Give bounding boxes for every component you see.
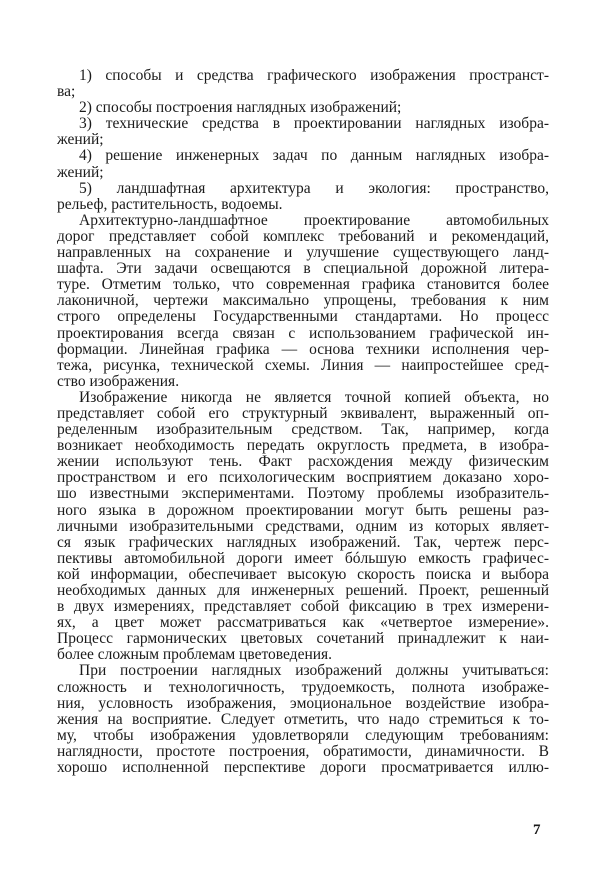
- text-line: шо известными экспериментами. Поэтому проблемы изобразитель-: [57, 485, 549, 503]
- text-line: представляет собой его структурный эквивалент, выраженный оп-: [57, 404, 549, 422]
- text-line: жений;: [57, 131, 104, 149]
- text-line: лаконичной, чертежи максимально упрощены, требования к ним: [57, 292, 549, 310]
- text-line: пективы автомобильной дороги имеет бóльшую емкость графичес-: [57, 549, 549, 567]
- text-line: ределенным изобразительным средством. Так, например, когда: [57, 421, 549, 439]
- text-line: Процесс гармонических цветовых сочетаний принадлежит к наи-: [57, 630, 549, 648]
- text-line: строго определены Государственными стандартами. Но процесс: [57, 308, 549, 326]
- text-line: 3) технические средства в проектировании наглядных изобра-: [79, 115, 549, 133]
- text-line: жения на восприятие. Следует отметить, что надо стремиться к то-: [57, 710, 549, 728]
- text-line: кой информации, обеспечивает высокую скорость поиска и выбора: [57, 565, 549, 583]
- text-line: Изображение никогда не является точной копией объекта, но: [79, 388, 549, 406]
- text-line: При построении наглядных изображений должны учитываться:: [79, 662, 549, 680]
- page-number: 7: [533, 822, 541, 838]
- text-line: 4) решение инженерных задач по данным наглядных изобра-: [79, 147, 549, 165]
- page-body-text: [57, 68, 549, 776]
- text-line: ва;: [57, 83, 76, 101]
- text-line: необходимых данных для инженерных решений. Проект, решенный: [57, 582, 549, 599]
- text-line: жении используют тень. Факт расхождения между физическим: [57, 453, 549, 471]
- text-line: ного языка в дорожном проектировании могут быть решены раз-: [57, 501, 549, 519]
- text-line: Архитектурно-ландшафтное проектирование автомобильных: [79, 211, 549, 229]
- text-line: ство изображения.: [57, 372, 180, 390]
- text-line: возникает необходимость передать округлость предмета, в изобра-: [57, 437, 549, 455]
- text-line: формации. Линейная графика — основа техники исполнения чер-: [57, 340, 549, 358]
- text-line: направленных на сохранение и улучшение существующего ланд-: [57, 244, 549, 262]
- text-line: му, чтобы изображения удовлетворяли следующим требованиям:: [57, 726, 549, 744]
- text-line: жений;: [57, 163, 104, 181]
- text-line: наглядности, простоте построения, обратимости, динамичности. В: [57, 742, 549, 760]
- text-line: 2) способы построения наглядных изображений;: [79, 99, 402, 117]
- text-line: в двух измерениях, представляет собой фиксацию в трех измерени-: [57, 598, 549, 616]
- text-line: ния, условность изображения, эмоциональное воздействие изобра-: [57, 694, 549, 712]
- text-line: личными изобразительными средствами, одним из которых являет-: [57, 517, 549, 535]
- text-line: рельеф, растительность, водоемы.: [57, 195, 283, 213]
- text-line: 5) ландшафтная архитектура и экология: пространство,: [79, 179, 549, 197]
- text-line: шафта. Эти задачи освещаются в специальной дорожной литера-: [57, 260, 549, 278]
- text-line: проектирования всегда связан с использованием графической ин-: [57, 324, 549, 342]
- text-line: пространством и его психологическим восприятием доказано хоро-: [57, 469, 549, 487]
- text-line: ся язык графических наглядных изображений. Так, чертеж перс-: [57, 533, 549, 551]
- text-line: дорог представляет собой комплекс требований и рекомендаций,: [57, 227, 549, 245]
- text-line: сложность и технологичность, трудоемкость, полнота изображе-: [57, 678, 549, 696]
- text-line: туре. Отметим только, что современная графика становится более: [57, 276, 549, 294]
- text-line: более сложным проблемам цветоведения.: [57, 646, 333, 664]
- text-line: хорошо исполненной перспективе дороги просматривается иллю-: [57, 759, 549, 777]
- text-line: ях, а цвет может рассматриваться как «четвертое измерение».: [57, 614, 549, 632]
- text-line: 1) способы и средства графического изображения пространст-: [79, 67, 549, 84]
- text-line: тежа, рисунка, технической схемы. Линия — наипростейшее сред-: [57, 356, 549, 374]
